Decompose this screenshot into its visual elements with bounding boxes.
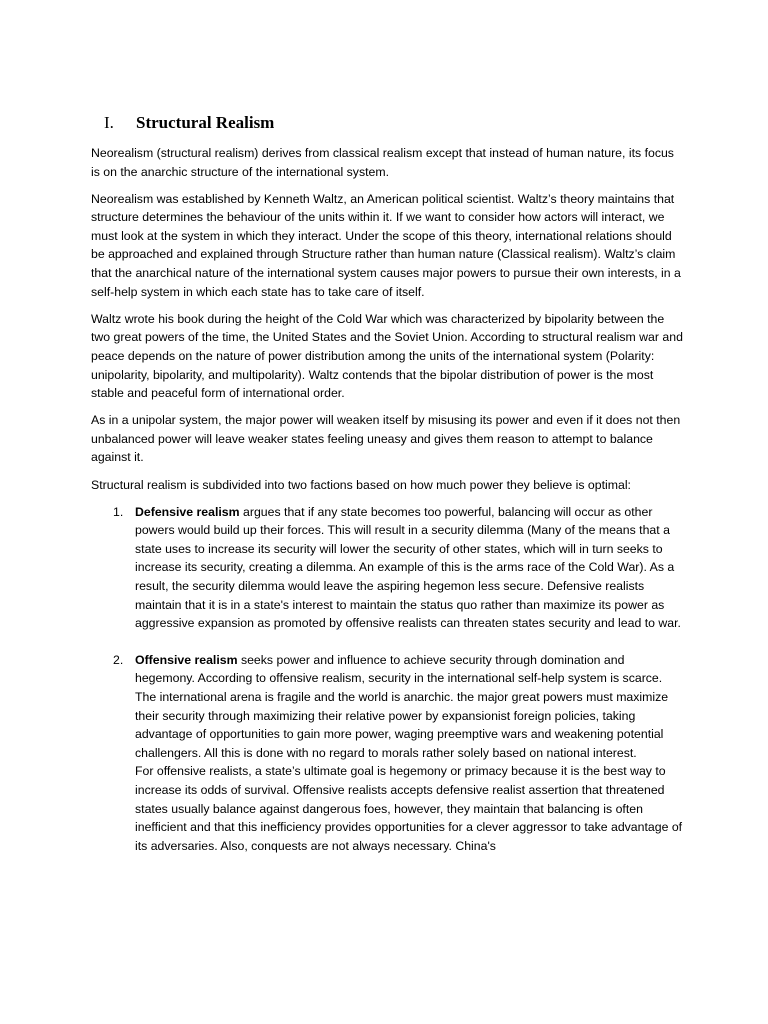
- paragraph-cold-war: Waltz wrote his book during the height of the Cold War which was characterized by bipolarity between the two great powers of the time, the United States and the Soviet Union. According to structural realism war and peace depends on the nature of power distribution among the units of the international system (Polarity: unipolarity, bipolarity, and multipolarity). Waltz contends that the bipolar distribution of power is the most stable and peaceful form of international order.: [91, 311, 683, 401]
- section-number: I.: [104, 113, 114, 132]
- list-item-offensive-realism: [91, 651, 683, 856]
- document-body: [91, 144, 683, 873]
- list-marker: 2.: [113, 652, 124, 667]
- term-defensive-realism: Defensive realism: [135, 504, 240, 519]
- section-title: Structural Realism: [136, 113, 275, 132]
- paragraph-intro: Neorealism (structural realism) derives from classical realism except that instead of human nature, its focus is on the anarchic structure of the international system.: [91, 146, 674, 179]
- list-item-defensive-realism: [91, 503, 683, 633]
- list-marker: 1.: [113, 504, 124, 519]
- paragraph-waltz: Neorealism was established by Kenneth Waltz, an American political scientist. Waltz’s theory maintains that structure determines the behaviour of the units within it. If we want to consider how actors will interact, we must look at the system in which they interact. Under the scope of this theory, international relations should be approached and explained through Structure rather than human nature (Classical realism). Waltz’s claim that the anarchical nature of the international system causes major powers to pursue their own interests, in a self-help system in which each state has to take care of itself.: [91, 191, 681, 299]
- paragraph-factions-intro: Structural realism is subdivided into two factions based on how much power they believe is optimal:: [91, 477, 631, 492]
- defensive-realism-text: argues that if any state becomes too powerful, balancing will occur as other powers would build up their forces. This will result in a security dilemma (Many of the means that a state uses to increase its security will lower the security of other states, which will in turn seeks to increase its security, creating a dilemma. An example of this is the arms race of the Cold War). As a result, the security dilemma would leave the aspiring hegemon less secure. Defensive realists maintain that it is in a state's interest to maintain the status quo rather than maximize its power as aggressive expansion as promoted by offensive realists can threaten states security and lead to war.: [135, 504, 681, 631]
- section-heading: [104, 112, 274, 134]
- paragraph-unipolar: As in a unipolar system, the major power will weaken itself by misusing its power and even if it does not then unbalanced power will leave weaker states feeling uneasy and gives them reason to attempt to balance against it.: [91, 413, 681, 465]
- term-offensive-realism: Offensive realism: [135, 652, 238, 667]
- offensive-realism-continuation: For offensive realists, a state’s ultimate goal is hegemony or primacy because it is the best way to increase its odds of survival. Offensive realists accepts defensive realist assertion that threatened states usually balance against dangerous foes, however, they maintain that balancing is often inefficient and that this inefficiency provides opportunities for a clever aggressor to take advantage of its adversaries. Also, conquests are not always necessary. China's: [135, 764, 683, 853]
- offensive-realism-text: seeks power and influence to achieve security through domination and hegemony. According to offensive realism, security in the international self-help system is scarce. The international arena is fragile and the world is anarchic. the major great powers must maximize their security through maximizing their relative power by expansionist foreign policies, taking advantage of opportunities to gain more power, waging preemptive wars and weakening potential challengers. All this is done with no regard to morals rather solely based on national interest.: [135, 652, 669, 760]
- factions-list: [91, 503, 683, 856]
